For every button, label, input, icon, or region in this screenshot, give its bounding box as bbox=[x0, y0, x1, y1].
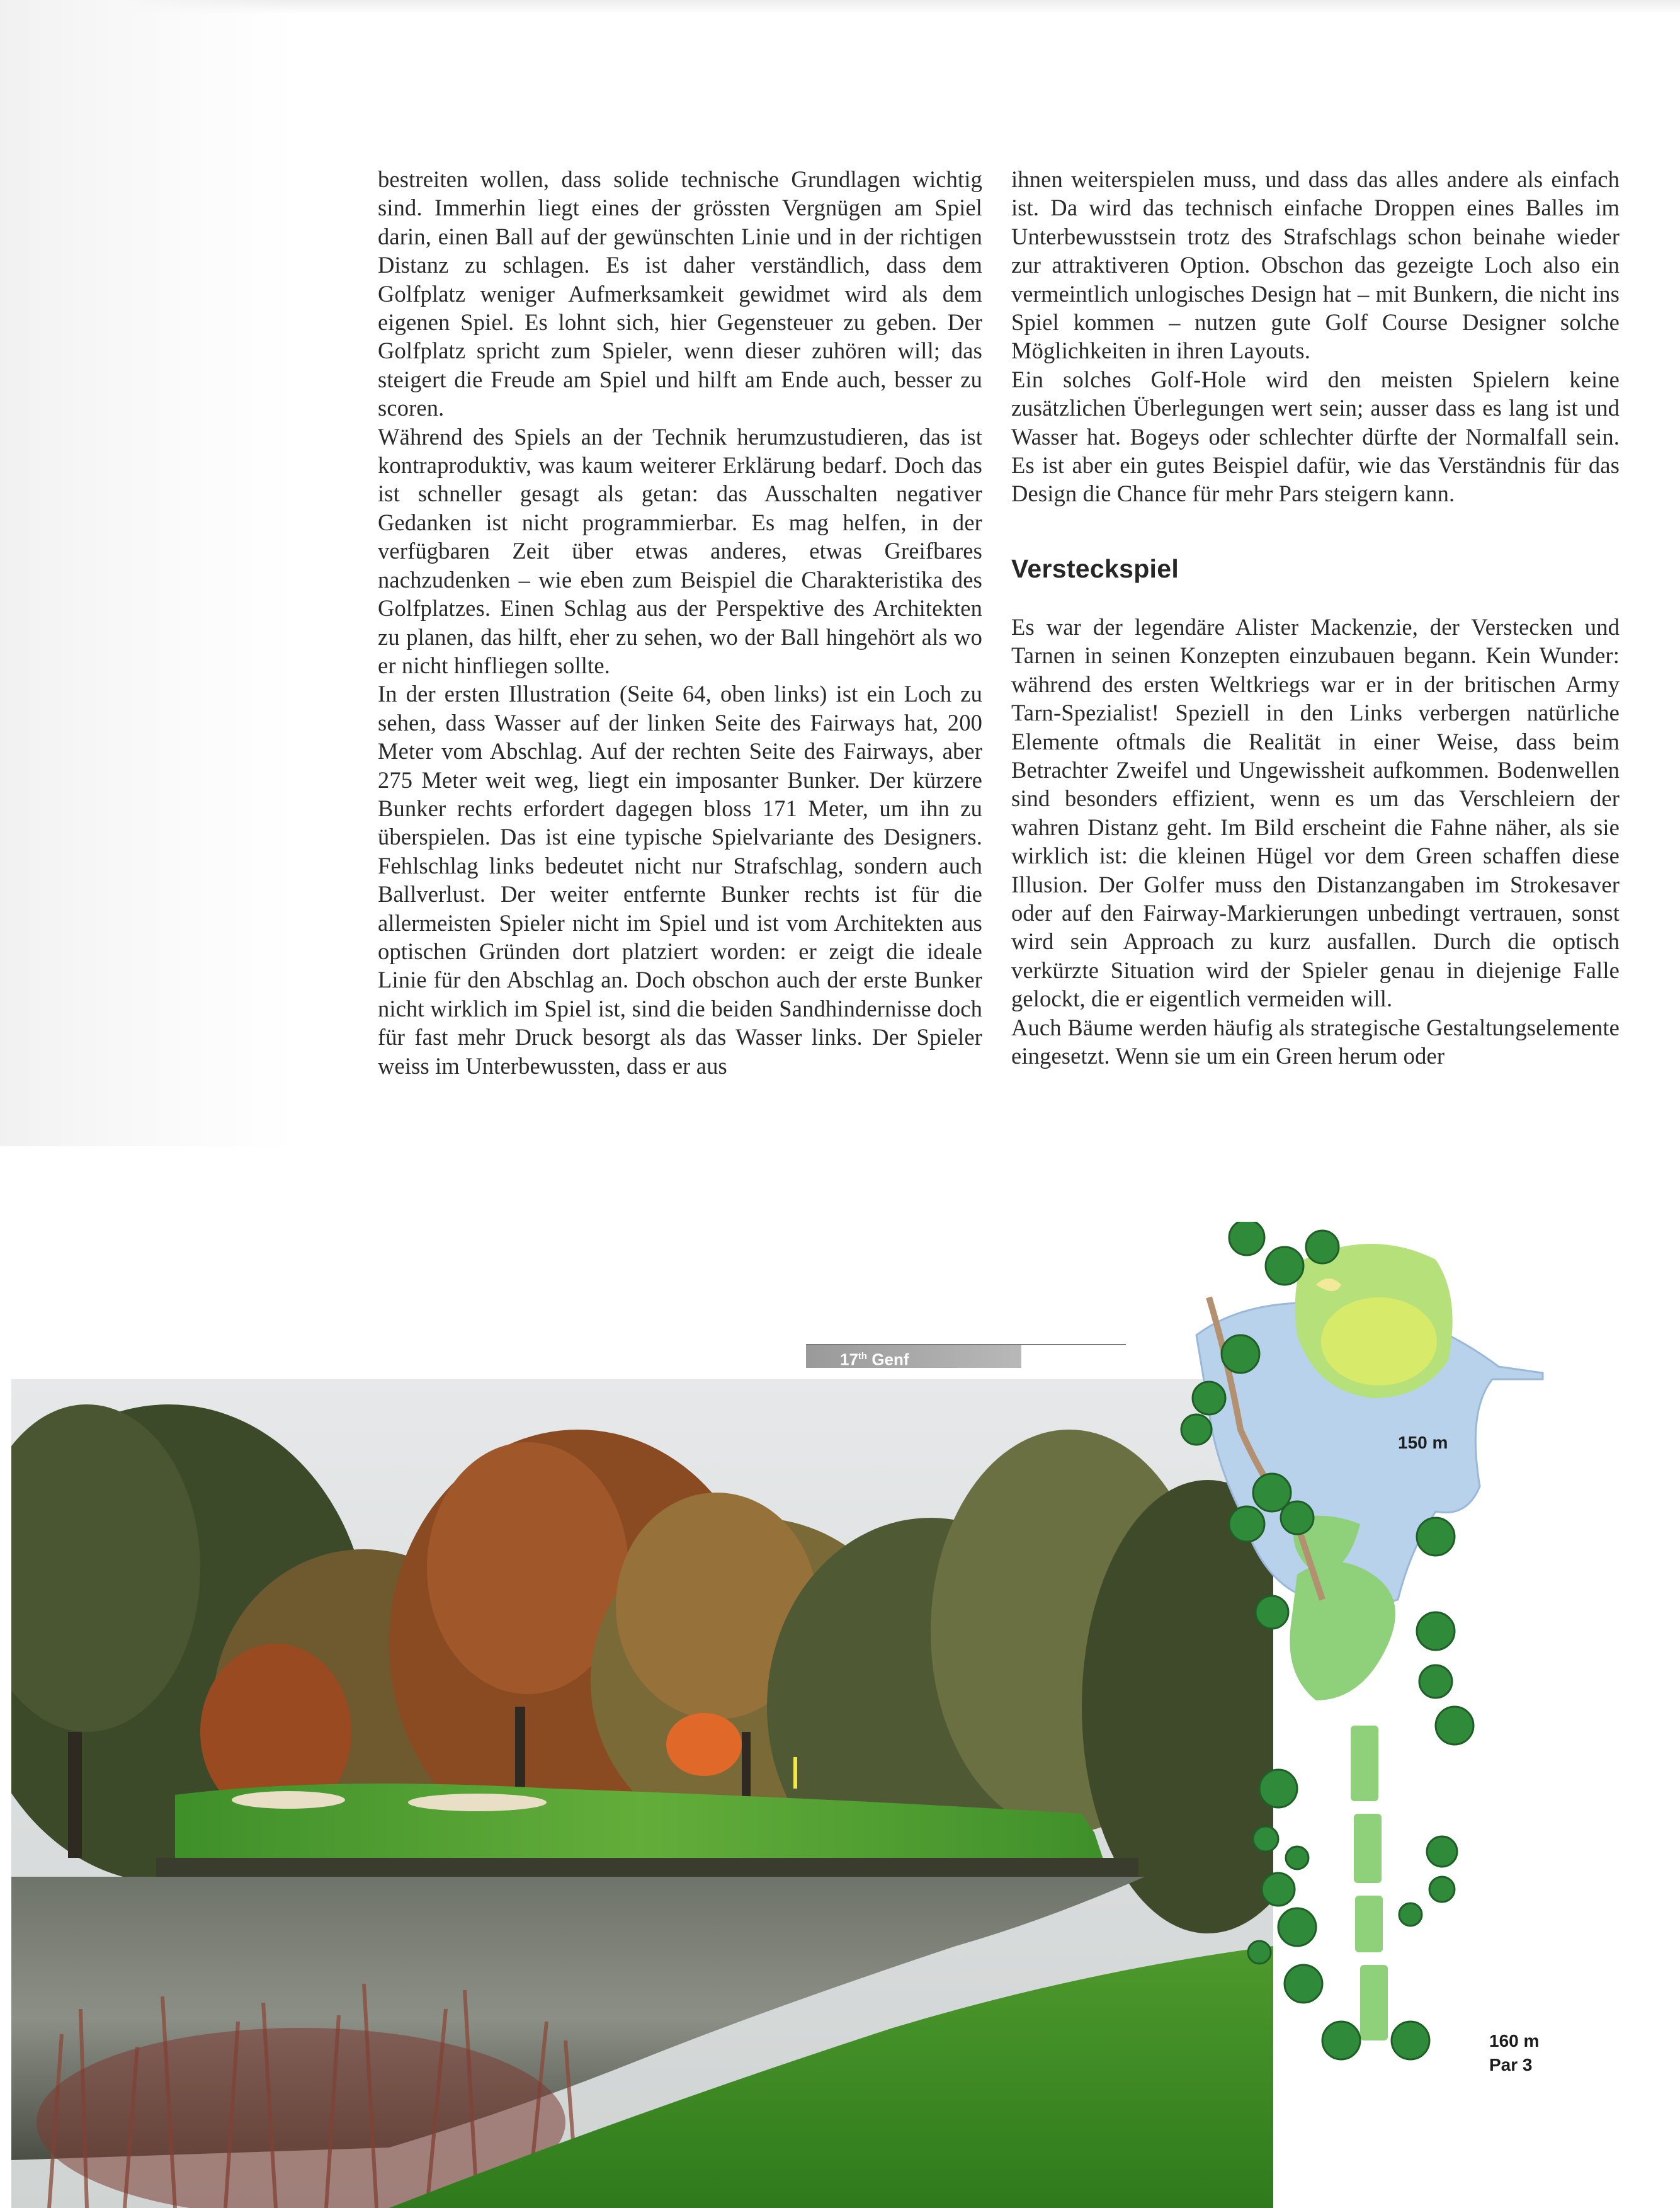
hole-number: 17 bbox=[840, 1350, 858, 1369]
scan-left-shadow bbox=[0, 0, 296, 1146]
paragraph: Ein solches Golf-Hole wird den meisten Spielern keine zusätzlichen Überlegungen wert sein; ausser dass es lang ist und Wasser hat. Bogeys oder schlechter dürfte der Normalfall sein. Es ist aber ein gutes Beispiel dafür, wie das Verständnis für das Design die Chance für mehr Pars steigern kann. bbox=[1011, 366, 1620, 507]
paragraph: Es war der legendäre Alister Mackenzie, der Verstecken und Tarnen in seinen Konzepten einzubauen begann. Kein Wunder: während des ersten Weltkriegs war er in der britischen Army Tarn-Spezialist! Speziell in den Links verbergen natürliche Elemente oftmals die Realität in einer Weise, dass beim Betrachter Zweifel und Ungewissheit aufkommen. Bodenwellen sind besonders effizient, wenn es um das Verschleiern der wahren Distanz geht. Im Bild erscheint die Fahne näher, als sie wirklich ist: die kleinen Hügel vor dem Green schaffen diese Illusion. Der Golfer muss den Distanzangaben im Strokesaver oder auf den Fairway-Markierungen unbedingt vertrauen, sonst wird sein Approach zu kurz ausfallen. Durch die optisch verkürzte Situation wird der Spieler genau in diejenige Falle gelockt, die er eigentlich vermeiden will. bbox=[1011, 613, 1620, 1012]
map-par: Par 3 bbox=[1489, 2055, 1533, 2074]
paragraph: Während des Spiels an der Technik herumzustudieren, das ist kontraproduktiv, was kaum weiterer Erklärung bedarf. Doch das ist schneller gesagt als getan: das Ausschalten negativer Gedanken ist nicht programmierbar. Es mag helfen, in der verfügbaren Zeit über etwas anderes, etwas Greifbares nachzudenken – wie eben zum Beispiel die Charakteristika des Golfplatzes. Einen Schlag aus der Perspektive des Architekten zu planen, das hilft, eher zu sehen, wo der Ball hingehört als wo er nicht hinfliegen sollte. bbox=[378, 423, 982, 678]
section-heading: Versteckspiel bbox=[1011, 554, 1179, 583]
map-tee-boxes bbox=[1351, 1726, 1388, 2040]
sand-bunker bbox=[232, 1791, 345, 1809]
hole-layout-map bbox=[1171, 1222, 1599, 2129]
photo-caption-bar bbox=[806, 1343, 1126, 1368]
map-distance-label: 150 m bbox=[1398, 1433, 1448, 1452]
paragraph: In der ersten Illustration (Seite 64, oben links) ist ein Loch zu sehen, dass Wasser auf der linken Seite des Fairways hat, 200 Meter vom Abschlag. Auf der rechten Seite des Fairways, aber 275 Meter weit weg, liegt ein imposanter Bunker. Der kürzere Bunker rechts erfordert dagegen bloss 171 Meter, um ihn zu überspielen. Das ist eine typische Spielvariante des Designers. Fehlschlag links bedeutet nicht nur Strafschlag, sondern auch Ballverlust. Der weiter entfernte Bunker rechts ist für die allermeisten Spieler nicht im Spiel und ist vom Architekten aus optischen Gründen dort platziert worden: er zeigt die ideale Linie für den Abschlag an. Doch obschon auch der erste Bunker nicht wirklich im Spiel ist, sind die beiden Sandhindernisse doch für fast mehr Druck besorgt als das Wasser links. Der Spieler weiss im Unterbewussten, dass er aus bbox=[378, 681, 982, 1079]
map-putting-green bbox=[1321, 1297, 1437, 1386]
golf-course-photo bbox=[11, 1379, 1273, 2208]
map-fairway bbox=[1290, 1562, 1395, 1700]
course-location: Genf bbox=[871, 1350, 909, 1369]
paragraph: ihnen weiterspielen muss, und dass das alles andere als einfach ist. Da wird das technisch einfache Droppen eines Balles im Unterbewusstsein trotz des Strafschlags schon beinahe wieder zur attraktiveren Option. Obschon das gezeigte Loch also ein vermeintlich unlogisches Design hat – mit Bunkern, die nicht ins Spiel kommen – nutzen gute Golf Course Designer solche Möglichkeiten in ihren Layouts. bbox=[1011, 166, 1620, 364]
paragraph: bestreiten wollen, dass solide technische Grundlagen wichtig sind. Immerhin liegt eines der grössten Vergnügen am Spiel darin, einen Ball auf der gewünschten Linie und in der richtigen Distanz zu schlagen. Es ist daher verständlich, dass dem Golfplatz weniger Aufmerksamkeit gewidmet wird als dem eigenen Spiel. Es lohnt sich, hier Gegensteuer zu geben. Der Golfplatz spricht zum Spieler, wenn dieser zuhören will; das steigert die Freude am Spiel und hilft am Ende auch, besser zu scoren. bbox=[378, 166, 982, 421]
hole-ordinal-suffix: th bbox=[858, 1351, 868, 1362]
sand-bunker bbox=[408, 1794, 547, 1811]
article-column-left bbox=[378, 165, 982, 1080]
article-column-right bbox=[1011, 165, 1620, 1070]
caption-label bbox=[806, 1345, 1021, 1368]
paragraph: Auch Bäume werden häufig als strategische Gestaltungselemente eingesetzt. Wenn sie um ein Green herum oder bbox=[1011, 1014, 1620, 1069]
map-hole-length: 160 m bbox=[1489, 2031, 1540, 2051]
